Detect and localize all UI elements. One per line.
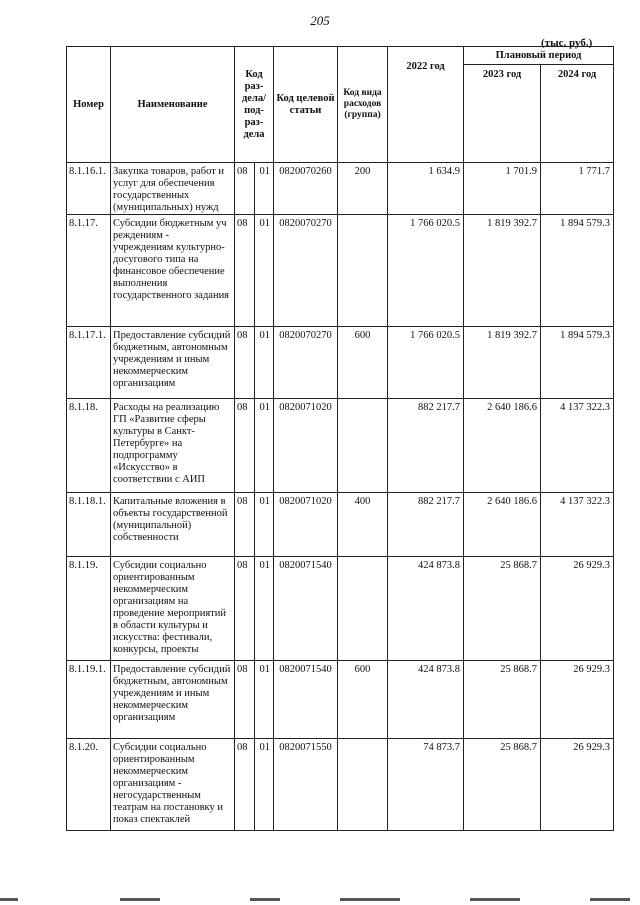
row-target-code: 0820070260: [274, 163, 338, 215]
row-name: Капитальные вложения в объекты государственной (муниципальной) собственности: [111, 493, 235, 557]
row-subsection-code: 01: [255, 739, 274, 831]
row-value-2023: 25 868.7: [464, 557, 541, 661]
row-value-2024: 1 771.7: [541, 163, 614, 215]
row-name: Предоставление субсидий бюджетным, автономным учреждениям и иным некоммерческим организациям: [111, 327, 235, 399]
row-section-code: 08: [235, 399, 255, 493]
row-number: 8.1.19.1.: [67, 661, 111, 739]
row-name: Расходы на реализацию ГП «Развитие сферы культуры в Санкт-Петербурге» на подпрограмму «Искусство» в соответствии с АИП: [111, 399, 235, 493]
row-section-code: 08: [235, 661, 255, 739]
row-value-2022: 1 766 020.5: [388, 327, 464, 399]
row-value-2022: 882 217.7: [388, 493, 464, 557]
row-target-code: 0820071540: [274, 557, 338, 661]
row-value-2024: 1 894 579.3: [541, 215, 614, 327]
row-name: Закупка товаров, работ и услуг для обеспечения государственных (муниципальных) нужд: [111, 163, 235, 215]
header-name: Наименование: [111, 47, 235, 163]
row-value-2024: 26 929.3: [541, 557, 614, 661]
table-row: [67, 327, 614, 399]
row-name: Субсидии социально ориентированным некоммерческим организациям - негосударственным театрам на постановку и показ спектаклей: [111, 739, 235, 831]
row-section-code: 08: [235, 215, 255, 327]
table-row: [67, 215, 614, 327]
row-target-code: 0820071020: [274, 493, 338, 557]
row-value-2023: 25 868.7: [464, 661, 541, 739]
row-subsection-code: 01: [255, 327, 274, 399]
table-row: [67, 399, 614, 493]
row-number: 8.1.17.1.: [67, 327, 111, 399]
header-section-code: Код раз- дела/ под- раз- дела: [235, 47, 274, 163]
row-number: 8.1.18.1.: [67, 493, 111, 557]
row-value-2022: 1 766 020.5: [388, 215, 464, 327]
table-row: [67, 493, 614, 557]
page-number: 205: [310, 13, 330, 28]
row-subsection-code: 01: [255, 557, 274, 661]
row-section-code: 08: [235, 739, 255, 831]
table-row: [67, 163, 614, 215]
row-expense-code: 600: [338, 327, 388, 399]
row-target-code: 0820070270: [274, 327, 338, 399]
row-value-2023: 1 819 392.7: [464, 215, 541, 327]
row-expense-code: 600: [338, 661, 388, 739]
header-target-code: Код целевой статьи: [274, 47, 338, 163]
row-name: Субсидии бюджетным уч реждениям - учреждениям культурно-досугового типа на финансовое обеспечение выполнения государственного задания: [111, 215, 235, 327]
row-value-2024: 4 137 322.3: [541, 493, 614, 557]
row-value-2023: 1 701.9: [464, 163, 541, 215]
row-target-code: 0820071550: [274, 739, 338, 831]
row-expense-code: [338, 739, 388, 831]
row-number: 8.1.20.: [67, 739, 111, 831]
row-value-2024: 1 894 579.3: [541, 327, 614, 399]
row-section-code: 08: [235, 163, 255, 215]
header-year-2022: 2022 год: [388, 47, 464, 163]
row-value-2023: 2 640 186.6: [464, 493, 541, 557]
row-section-code: 08: [235, 493, 255, 557]
row-name: Предоставление субсидий бюджетным, автономным учреждениям и иным некоммерческим организациям: [111, 661, 235, 739]
table-row: [67, 661, 614, 739]
header-year-2024: 2024 год: [541, 65, 614, 163]
row-value-2023: 25 868.7: [464, 739, 541, 831]
row-number: 8.1.17.: [67, 215, 111, 327]
row-expense-code: [338, 215, 388, 327]
row-target-code: 0820070270: [274, 215, 338, 327]
row-value-2023: 1 819 392.7: [464, 327, 541, 399]
row-subsection-code: 01: [255, 661, 274, 739]
header-expense-code: Код вида расходов (группа): [338, 47, 388, 163]
row-target-code: 0820071540: [274, 661, 338, 739]
row-name: Субсидии социально ориентированным некоммерческим организациям на проведение мероприятий в области культуры и искусства: фестивали, конкурсы, проекты: [111, 557, 235, 661]
header-year-2023: 2023 год: [464, 65, 541, 163]
row-value-2022: 74 873.7: [388, 739, 464, 831]
table-row: [67, 739, 614, 831]
budget-table: [66, 46, 614, 831]
row-value-2024: 26 929.3: [541, 739, 614, 831]
row-value-2022: 424 873.8: [388, 557, 464, 661]
row-subsection-code: 01: [255, 399, 274, 493]
table-row: [67, 557, 614, 661]
row-subsection-code: 01: [255, 493, 274, 557]
row-value-2024: 4 137 322.3: [541, 399, 614, 493]
row-value-2022: 1 634.9: [388, 163, 464, 215]
header-number: Номер: [67, 47, 111, 163]
footer-scan-marks: [0, 898, 640, 902]
row-target-code: 0820071020: [274, 399, 338, 493]
row-number: 8.1.19.: [67, 557, 111, 661]
row-expense-code: 400: [338, 493, 388, 557]
units-label: (тыс. руб.): [541, 37, 593, 49]
row-value-2022: 882 217.7: [388, 399, 464, 493]
row-number: 8.1.16.1.: [67, 163, 111, 215]
row-expense-code: [338, 399, 388, 493]
row-expense-code: 200: [338, 163, 388, 215]
row-expense-code: [338, 557, 388, 661]
row-value-2024: 26 929.3: [541, 661, 614, 739]
header-planned-period: Плановый период: [464, 47, 614, 65]
row-number: 8.1.18.: [67, 399, 111, 493]
row-subsection-code: 01: [255, 163, 274, 215]
row-subsection-code: 01: [255, 215, 274, 327]
row-value-2023: 2 640 186.6: [464, 399, 541, 493]
row-section-code: 08: [235, 327, 255, 399]
row-value-2022: 424 873.8: [388, 661, 464, 739]
row-section-code: 08: [235, 557, 255, 661]
